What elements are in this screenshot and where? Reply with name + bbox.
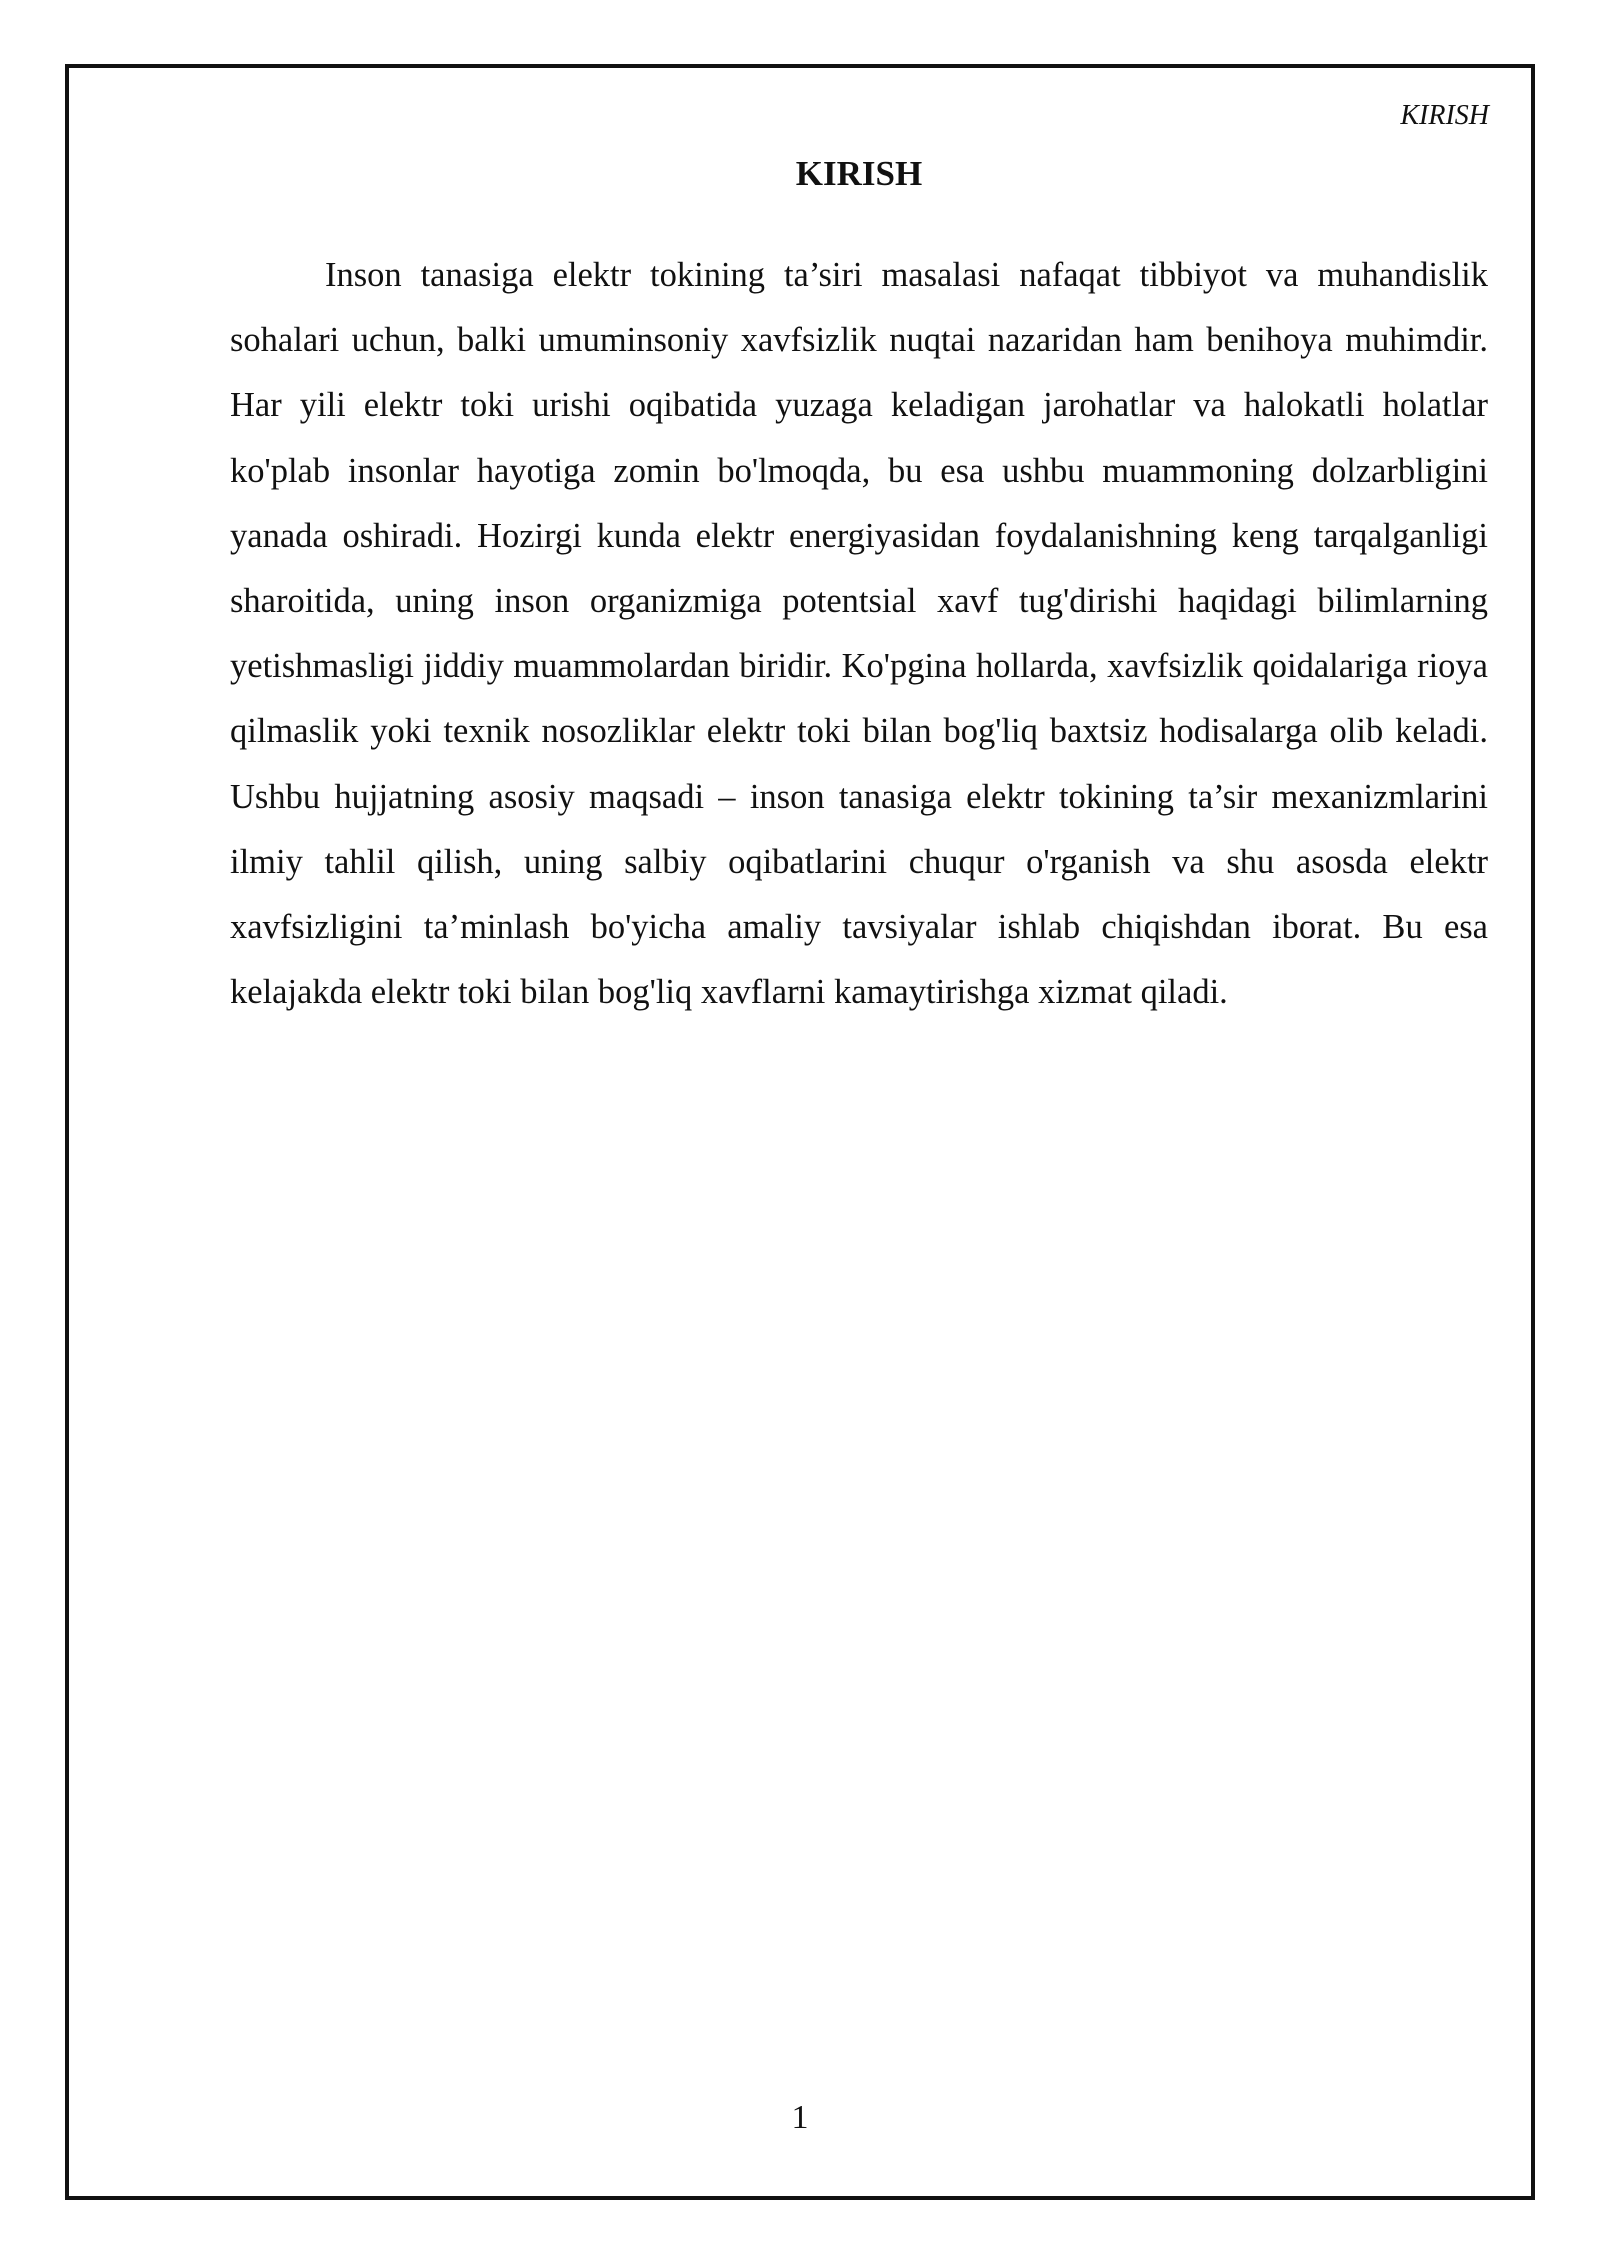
page-number: 1 [791,2099,809,2136]
page-title: KIRISH [795,154,923,193]
running-header: KIRISH [1400,100,1489,131]
body-paragraph: Inson tanasiga elektr tokining ta’siri masalasi nafaqat tibbiyot va muhandislik sohalari uchun, balki umuminsoniy xavfsizlik nuqtai nazaridan ham benihoya muhimdir. Har yili elektr toki urishi oqibatida yuzaga keladigan jarohatlar va halokatli holatlar ko'plab insonlar hayotiga zomin bo'lmoqda, bu esa ushbu muammoning dolzarbligini yanada oshiradi. Hozirgi kunda elektr energiyasidan foydalanishning keng tarqalganligi sharoitida, uning inson organizmiga potentsial xavf tug'dirishi haqidagi bilimlarning yetishmasligi jiddiy muammolardan biridir. Ko'pgina hollarda, xavfsizlik qoidalariga rioya qilmaslik yoki texnik nosozliklar elektr toki bilan bog'liq baxtsiz hodisalarga olib keladi. Ushbu hujjatning asosiy maqsadi – inson tanasiga elektr tokining ta’sir mexanizmlarini ilmiy tahlil qilish, uning salbiy oqibatlarini chuqur o'rganish va shu asosda elektr xavfsizligini ta’minlash bo'yicha amaliy tavsiyalar ishlab chiqishdan iborat. Bu esa kelajakda elektr toki bilan bog'liq xavflarni kamaytirishga xizmat qiladi. [230,256,1488,1012]
